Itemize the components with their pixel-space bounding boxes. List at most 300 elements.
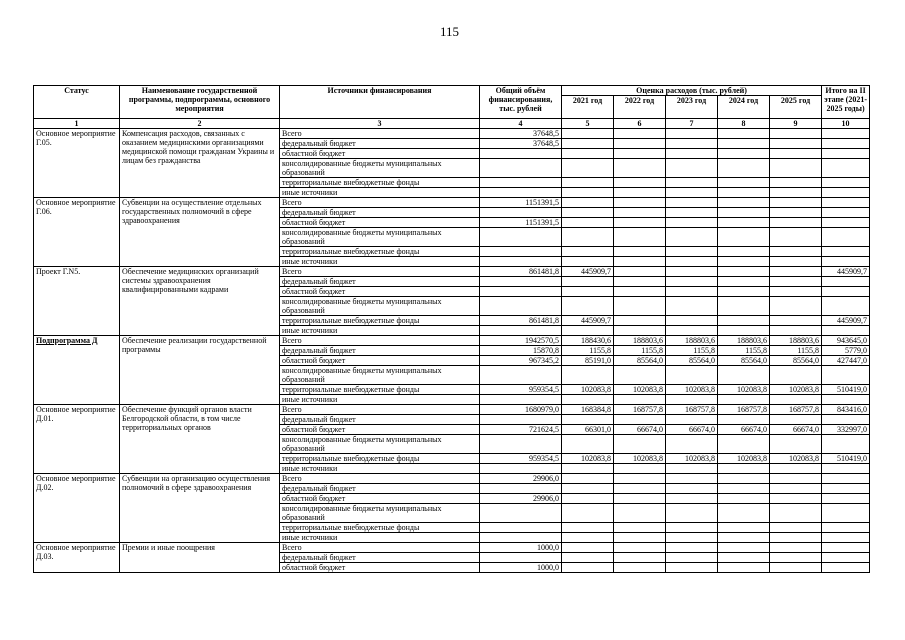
row-value [480,297,562,316]
row-value: 1151391,5 [480,198,562,208]
row-source: территориальные внебюджетные фонды [280,523,480,533]
row-value [666,435,718,454]
row-value [770,208,822,218]
row-value [562,543,614,553]
row-value [718,228,770,247]
row-value [770,435,822,454]
row-value [480,228,562,247]
row-value [562,415,614,425]
row-status: Проект Г.N5. [34,267,120,336]
row-value [614,504,666,523]
row-value [770,287,822,297]
row-source: территориальные внебюджетные фонды [280,385,480,395]
row-name: Субвенции на организацию осуществления полномочий в сфере здравоохранения [120,474,280,543]
row-value [770,139,822,149]
row-value [770,149,822,159]
row-value [718,494,770,504]
table-row [34,336,870,346]
row-value [480,188,562,198]
row-value [770,198,822,208]
row-value [666,494,718,504]
row-value [480,504,562,523]
row-value [718,523,770,533]
row-value [562,563,614,573]
row-value [614,553,666,563]
row-value: 967345,2 [480,356,562,366]
row-value [666,543,718,553]
row-source: консолидированные бюджеты муниципальных образований [280,504,480,523]
row-value [718,198,770,208]
row-value [480,208,562,218]
row-value [480,435,562,454]
row-value [718,316,770,326]
row-value [718,543,770,553]
row-value: 168757,8 [718,405,770,415]
row-value [562,129,614,139]
row-value [614,267,666,277]
row-value [562,257,614,267]
row-value [770,415,822,425]
row-value [718,464,770,474]
row-value [614,198,666,208]
row-value: 1155,8 [562,346,614,356]
row-value: 445909,7 [562,267,614,277]
row-source: федеральный бюджет [280,415,480,425]
row-value [822,218,870,228]
row-value [480,277,562,287]
row-value: 168757,8 [614,405,666,415]
column-number: 5 [562,119,614,129]
row-value: 85191,0 [562,356,614,366]
row-value [718,533,770,543]
row-value [770,267,822,277]
table-row [34,198,870,208]
row-value: 37648,5 [480,129,562,139]
row-value: 66674,0 [614,425,666,435]
row-value [480,257,562,267]
row-value [480,287,562,297]
row-value: 959354,5 [480,454,562,464]
row-source: областной бюджет [280,149,480,159]
column-number: 3 [280,119,480,129]
row-value [822,553,870,563]
row-source: иные источники [280,188,480,198]
column-number: 2 [120,119,280,129]
row-status: Основное мероприятие Д.03. [34,543,120,573]
column-number: 10 [822,119,870,129]
row-value [822,504,870,523]
row-value [770,543,822,553]
row-value: 102083,8 [718,385,770,395]
row-value [770,316,822,326]
row-source: территориальные внебюджетные фонды [280,454,480,464]
row-value: 188430,6 [562,336,614,346]
row-value [822,188,870,198]
row-value [480,247,562,257]
row-source: иные источники [280,326,480,336]
row-value: 1680979,0 [480,405,562,415]
row-value [666,149,718,159]
row-source: областной бюджет [280,287,480,297]
row-value [614,543,666,553]
column-number: 4 [480,119,562,129]
row-value [822,287,870,297]
row-value [614,287,666,297]
row-value [614,218,666,228]
row-value: 168757,8 [770,405,822,415]
row-value: 445909,7 [822,267,870,277]
row-value: 85564,0 [770,356,822,366]
table-row [34,129,870,139]
row-value [718,188,770,198]
row-value: 1942570,5 [480,336,562,346]
row-value [562,553,614,563]
row-value [614,297,666,316]
header-sources: Источники финансирования [280,86,480,119]
row-value [562,218,614,228]
row-value [822,435,870,454]
row-value [666,139,718,149]
row-source: территориальные внебюджетные фонды [280,316,480,326]
row-source: Всего [280,405,480,415]
row-value [718,139,770,149]
row-value: 1000,0 [480,543,562,553]
row-source: Всего [280,543,480,553]
row-value [822,228,870,247]
row-value [822,464,870,474]
row-value: 102083,8 [770,385,822,395]
row-value [562,533,614,543]
row-value: 66301,0 [562,425,614,435]
row-value [770,228,822,247]
financing-table [33,85,870,573]
row-value: 102083,8 [562,454,614,464]
row-value [562,326,614,336]
row-value [666,395,718,405]
row-name: Обеспечение реализации государственной программы [120,336,280,405]
row-source: областной бюджет [280,425,480,435]
row-value: 29906,0 [480,494,562,504]
row-value [770,159,822,178]
row-value [614,208,666,218]
row-value [770,533,822,543]
row-source: областной бюджет [280,356,480,366]
row-value [770,553,822,563]
row-value [822,484,870,494]
row-value [770,178,822,188]
row-value [718,287,770,297]
row-value [562,484,614,494]
row-value [562,149,614,159]
row-value [666,553,718,563]
row-value [718,267,770,277]
row-value [666,208,718,218]
row-value [718,277,770,287]
row-value [666,228,718,247]
row-value [614,326,666,336]
row-source: иные источники [280,464,480,474]
row-value [480,533,562,543]
row-value: 102083,8 [562,385,614,395]
row-source: федеральный бюджет [280,484,480,494]
row-value [666,257,718,267]
row-name: Субвенции на осуществление отдельных государственных полномочий в сфере здравоохранения [120,198,280,267]
row-value: 168757,8 [666,405,718,415]
row-value [822,208,870,218]
row-value [718,208,770,218]
row-value [822,277,870,287]
row-value [666,218,718,228]
row-value [562,277,614,287]
row-value [562,494,614,504]
row-value [822,257,870,267]
row-value [718,366,770,385]
row-value [614,316,666,326]
row-value: 102083,8 [770,454,822,464]
header-name: Наименование государственной программы, подпрограммы, основного мероприятия [120,86,280,119]
column-number: 1 [34,119,120,129]
row-source: иные источники [280,533,480,543]
row-value [666,178,718,188]
row-value: 188803,6 [666,336,718,346]
row-value [718,218,770,228]
row-value: 843416,0 [822,405,870,415]
row-name: Обеспечение медицинских организаций системы здравоохранения квалифицированными кадрами [120,267,280,336]
row-value [718,326,770,336]
row-value: 510419,0 [822,385,870,395]
row-source: Всего [280,474,480,484]
row-value: 510419,0 [822,454,870,464]
row-value [822,563,870,573]
row-value [770,257,822,267]
row-value [480,326,562,336]
row-value [562,395,614,405]
row-value [480,159,562,178]
row-value [822,533,870,543]
row-source: территориальные внебюджетные фонды [280,247,480,257]
row-value [666,129,718,139]
row-value [666,464,718,474]
row-source: федеральный бюджет [280,553,480,563]
row-value [822,159,870,178]
header-year: 2021 год [562,96,614,119]
row-value [770,218,822,228]
column-number: 9 [770,119,822,129]
row-value [822,198,870,208]
row-value [770,523,822,533]
table-row [34,405,870,415]
row-value [666,287,718,297]
row-value [562,287,614,297]
row-value [718,484,770,494]
row-value: 1000,0 [480,563,562,573]
row-source: областной бюджет [280,494,480,504]
row-value: 66674,0 [770,425,822,435]
row-value [666,484,718,494]
row-value: 37648,5 [480,139,562,149]
row-value [666,198,718,208]
row-value [666,277,718,287]
row-value [822,474,870,484]
row-source: Всего [280,198,480,208]
row-value [562,188,614,198]
row-value [822,415,870,425]
row-value [562,247,614,257]
row-value [562,435,614,454]
row-value: 1151391,5 [480,218,562,228]
row-value [666,366,718,385]
row-status: Подпрограмма Д [34,336,120,405]
row-value: 188803,6 [614,336,666,346]
row-value [480,523,562,533]
row-value [770,326,822,336]
row-value: 102083,8 [666,385,718,395]
row-source: Всего [280,129,480,139]
row-value [666,533,718,543]
row-name: Обеспечение функций органов власти Белгородской области, в том числе территориальных органов [120,405,280,474]
row-value [718,257,770,267]
row-value: 1155,8 [770,346,822,356]
row-value [562,159,614,178]
row-value [666,326,718,336]
row-value [562,523,614,533]
row-value [718,297,770,316]
row-status: Основное мероприятие Д.01. [34,405,120,474]
row-value: 5779,0 [822,346,870,356]
header-status: Статус [34,86,120,119]
row-value [666,563,718,573]
column-number: 8 [718,119,770,129]
row-value [614,494,666,504]
row-source: федеральный бюджет [280,208,480,218]
row-value: 102083,8 [614,454,666,464]
row-value [480,178,562,188]
row-value [614,435,666,454]
row-value [718,247,770,257]
row-value: 1155,8 [718,346,770,356]
row-value [718,474,770,484]
row-value [614,159,666,178]
row-value: 1155,8 [666,346,718,356]
row-value [822,129,870,139]
row-value [666,247,718,257]
row-value: 102083,8 [614,385,666,395]
row-status: Основное мероприятие Д.02. [34,474,120,543]
row-source: консолидированные бюджеты муниципальных образований [280,228,480,247]
row-value: 1155,8 [614,346,666,356]
row-value: 445909,7 [822,316,870,326]
row-value [770,297,822,316]
row-source: консолидированные бюджеты муниципальных образований [280,159,480,178]
row-source: федеральный бюджет [280,139,480,149]
row-source: федеральный бюджет [280,346,480,356]
row-value: 102083,8 [666,454,718,464]
row-value [666,415,718,425]
row-value [718,504,770,523]
row-value: 85564,0 [718,356,770,366]
row-source: федеральный бюджет [280,277,480,287]
row-value [822,494,870,504]
row-value [666,159,718,178]
row-value [562,139,614,149]
row-value [480,149,562,159]
row-value [614,228,666,247]
row-source: иные источники [280,395,480,405]
header-total: Общий объём финансирования, тыс. рублей [480,86,562,119]
row-value [666,523,718,533]
row-value [770,494,822,504]
row-value [614,395,666,405]
row-value: 943645,0 [822,336,870,346]
row-source: консолидированные бюджеты муниципальных образований [280,297,480,316]
row-value: 427447,0 [822,356,870,366]
row-value: 445909,7 [562,316,614,326]
row-value [666,504,718,523]
row-value: 168384,8 [562,405,614,415]
row-value [480,553,562,563]
row-value [822,139,870,149]
header-year: 2022 год [614,96,666,119]
row-value: 721624,5 [480,425,562,435]
column-number: 6 [614,119,666,129]
row-value [614,277,666,287]
column-number: 7 [666,119,718,129]
table-row [34,267,870,277]
row-value [614,257,666,267]
row-value [614,563,666,573]
row-value [770,247,822,257]
table-row [34,543,870,553]
row-value: 66674,0 [666,425,718,435]
header-year: 2023 год [666,96,718,119]
row-value [822,326,870,336]
row-value [666,316,718,326]
row-source: территориальные внебюджетные фонды [280,178,480,188]
row-value [562,178,614,188]
row-value [770,464,822,474]
row-value [770,366,822,385]
row-source: Всего [280,267,480,277]
row-value: 102083,8 [718,454,770,464]
row-value [614,415,666,425]
row-status: Основное мероприятие Г.06. [34,198,120,267]
row-value [822,543,870,553]
row-value [822,149,870,159]
header-estimate: Оценка расходов (тыс. рублей) [562,86,822,96]
row-value [770,188,822,198]
row-source: областной бюджет [280,563,480,573]
row-value [614,366,666,385]
row-value [562,228,614,247]
row-value [562,504,614,523]
row-value [614,149,666,159]
row-value [718,159,770,178]
row-value [822,297,870,316]
row-value [480,484,562,494]
row-value [562,297,614,316]
row-value [614,178,666,188]
row-value [822,178,870,188]
row-value [770,563,822,573]
row-value: 29906,0 [480,474,562,484]
row-source: областной бюджет [280,218,480,228]
table-row [34,474,870,484]
row-value [614,523,666,533]
row-value [666,297,718,316]
header-stage-total: Итого на II этапе (2021-2025 годы) [822,86,870,119]
row-value [562,366,614,385]
row-value [562,474,614,484]
